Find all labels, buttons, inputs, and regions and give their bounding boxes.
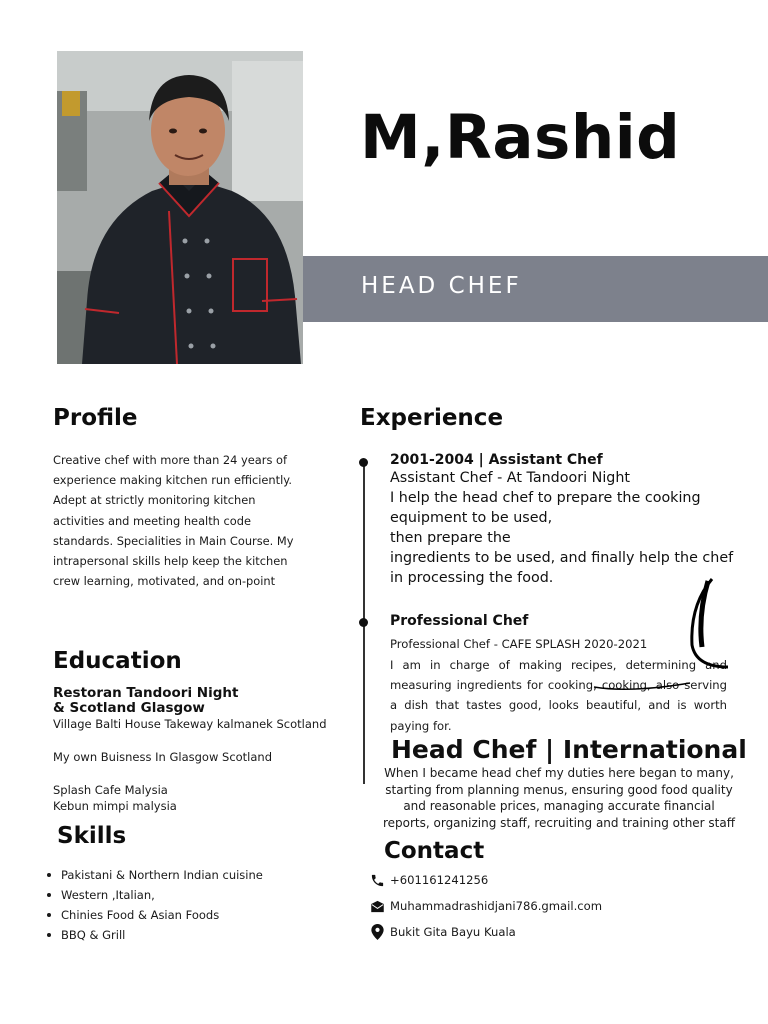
skill-item: Chinies Food & Asian Foods [45,906,263,926]
signature [590,575,735,695]
contact-email-row [368,896,602,916]
job1-desc-3: ingredients to be used, and finally help the chef in processing the food. [390,550,734,587]
job-title: HEAD CHEF [361,273,522,299]
person-name: M,Rashid [360,102,681,173]
job1-desc-2: then prepare the [390,530,511,546]
job1-subtitle: Assistant Chef - At Tandoori Night [390,470,631,486]
skill-item: Western ,Italian, [45,886,263,906]
education-school [53,686,238,716]
location-pin-icon [368,923,386,941]
education-school-line2: & Scotland Glasgow [53,700,205,716]
timeline-dot [359,618,368,627]
education-cafe-line1: Splash Cafe Malysia [53,783,168,797]
education-school-line1: Restoran Tandoori Night [53,685,239,701]
envelope-icon [368,897,386,915]
job3-heading: Head Chef | International [391,735,747,764]
contact-email[interactable]: Muhammadrashidjani786.gmail.com [390,899,603,913]
job1-desc-1: I help the head chef to prepare the cooking equipment to be used, [390,490,701,527]
contact-phone[interactable]: +601161241256 [390,873,489,887]
job2-heading: Professional Chef [390,613,529,629]
education-cafe-line2: Kebun mimpi malysia [53,799,177,813]
contact-address: Bukit Gita Bayu Kuala [390,925,516,939]
contact-phone-row [368,870,488,890]
experience-heading: Experience [360,405,504,431]
job1-heading: 2001-2004 | Assistant Chef [390,452,603,468]
job2-desc: I am in charge of making recipes, determining and measuring ingredients for cooking, cooking, also serving a dish that tastes good, looks beautiful, and is worth paying for. [390,658,727,733]
skill-item: BBQ & Grill [45,926,263,946]
education-detail: Village Balti House Takeway kalmanek Scotland [53,717,327,731]
profile-heading: Profile [53,405,138,431]
profile-text: Creative chef with more than 24 years of experience making kitchen run efficiently. Adept at strictly monitoring kitchen activities and meeting health code standards. Specialities in Main Course. My intrapersonal skills help keep the kitchen crew learning, motivated, and on-point [53,453,294,589]
phone-icon [368,871,386,889]
skills-heading: Skills [57,823,127,849]
skills-list [45,866,263,946]
education-business: My own Buisness In Glasgow Scotland [53,750,273,764]
timeline-dot [359,458,368,467]
profile-photo [57,51,303,364]
job3-desc: When I became head chef my duties here began to many, starting from planning menus, ensuring good food quality and reasonable prices, managing accurate financial reports, organizing staff, recruiting and training other staff [382,766,736,830]
education-heading: Education [53,648,182,674]
job2-subtitle: Professional Chef - CAFE SPLASH 2020-2021 [390,637,648,651]
skill-item: Pakistani & Northern Indian cuisine [45,866,263,886]
contact-heading: Contact [384,838,485,864]
contact-address-row [368,922,516,942]
